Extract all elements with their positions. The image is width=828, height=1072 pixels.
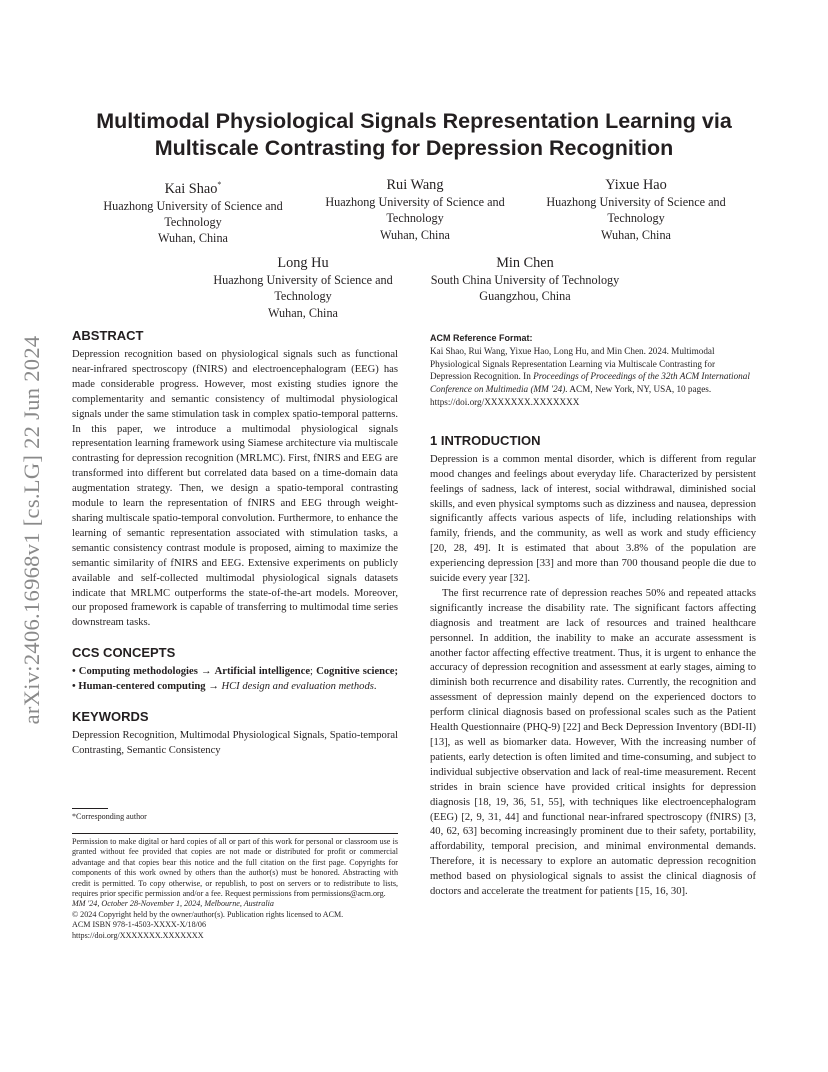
footnote-corresponding: *Corresponding author: [72, 812, 147, 821]
ccs-term: HCI design and evaluation methods: [221, 681, 374, 693]
intro-paragraph-1: Depression is a common mental disorder, which is different from regular mood changes and feelings about everyday life. Characterized by persistent feelings of sadness, lack of interest, social withdrawal, diminished social skills, and even physical symptoms such as dizziness and nausea, depression significantly affects various aspects of life, including relationships with family, friends, and the community, as well as work and study efficiency [20, 28, 49]. It is estimated that about 3.8% of the population are experiencing depression [33] and more than 700 thousand people die due to suicide every year [32].: [430, 453, 756, 585]
permission-rule: [72, 833, 398, 834]
keywords-heading: KEYWORDS: [72, 709, 149, 725]
arxiv-stamp-text: arXiv:2406.16968v1 [cs.LG] 22 Jun 2024: [19, 335, 44, 725]
author-location: Wuhan, China: [601, 227, 671, 242]
paper-title: [60, 108, 768, 162]
reference-text: ACM, New York, NY, USA, 10 pages. https://doi.org/XXXXXXX.XXXXXXX: [430, 384, 712, 407]
author-mark: *: [217, 180, 222, 189]
footnote-block: [72, 812, 398, 822]
author-location: Guangzhou, China: [479, 289, 571, 304]
permission-text: Permission to make digital or hard copies of all or part of this work for personal or classroom use is granted without fee provided that copies are not made or distributed for profit or commercial advantage and that copies bear this notice and the full citation on the first page. Copyrights for components of this work owned by others than the author(s) must be honored. Abstracting with credit is permitted. To copy otherwise, or republish, to post on servers or to redistribute to lists, requires prior specific permission and/or a fee. Request permissions from permissions@acm.org.: [72, 837, 398, 899]
conference-line: MM '24, October 28-November 1, 2024, Melbourne, Australia: [72, 899, 274, 909]
author-block: [523, 176, 749, 243]
right-column: [430, 332, 756, 900]
author-name: Yixue Hao: [605, 177, 667, 193]
author-name: Rui Wang: [386, 177, 444, 193]
ccs-arrow: →: [205, 681, 222, 693]
author-location: Wuhan, China: [158, 231, 228, 246]
ccs-text: [72, 665, 398, 695]
isbn-line: ACM ISBN 978-1-4503-XXXX-X/18/06: [72, 920, 206, 930]
keywords-text: Depression Recognition, Multimodal Physiological Signals, Spatio-temporal Contrasting, Semantic Consistency: [72, 730, 398, 756]
author-affiliation: South China University of Technology: [430, 273, 620, 287]
author-affiliation: Technology: [386, 211, 444, 226]
author-affiliation: Huazhong University of Science and: [103, 198, 283, 213]
ccs-term: Artificial intelligence: [214, 666, 311, 678]
doi-line: https://doi.org/XXXXXXX.XXXXXXX: [72, 930, 204, 940]
ccs-end: .: [373, 681, 377, 693]
reference-proceedings: Proceedings of Proceedings of the 32th ACM International Conference on Multimedia (MM '24).: [430, 371, 750, 395]
ccs-heading: CCS CONCEPTS: [72, 645, 176, 661]
footnote-rule: [72, 808, 108, 809]
intro-paragraph-2: The first recurrence rate of depression reaches 50% and repeated attacks significantly increase the disability rate. The significant factors affecting diagnosis and treatment are lack of resources and trained healthcare personnel. In addition, the inability to make an accurate assessment is another factor affecting effective treatment. Thus, it is urgent to enhance the accuracy of depression recognition and assessment at early stages, aiming to diminish both recurrence and disability rates. Currently, the recognition and assessment of depression mainly depend on the experienced doctors to perform clinical diagnosis based on professional scales such as the Patient Health Questionnaire (PHQ-9) [22] and Beck Depression Inventory (BDI-II) [13], as well as biomarker data. However, With the increasing number of patients, early detection is often limited and time-consuming, and subject to individual subjective observation and lack of real-time measurement. Recent strides in brain science have provided critical insights for depression diagnosis [18, 19, 36, 51, 55], with techniques like electroencephalogram (EEG) [2, 9, 31, 44] and functional near-infrared spectroscopy (fNIRS) [3, 40, 62, 63] becoming increasingly prominent due to their safety, portability, affordability, temporal precision, and minimal environmental demands. Therefore, it is necessary to explore an automatic depression recognition method based on physiological signals to assist the clinical diagnosis of doctors and accelerate the treatment for patients [15, 16, 30].: [430, 587, 756, 898]
author-name: Kai Shao: [164, 180, 218, 197]
author-block: [80, 176, 306, 247]
ccs-term: ; • Human-centered computing: [72, 666, 399, 693]
author-block: [190, 254, 416, 321]
reference-format: [430, 332, 756, 409]
author-affiliation: Huazhong University of Science and: [546, 195, 726, 209]
ccs-term: Cognitive science: [316, 666, 395, 678]
author-affiliation: Huazhong University of Science and: [213, 273, 393, 287]
author-block: [302, 176, 528, 243]
copyright-line: © 2024 Copyright held by the owner/author(s). Publication rights licensed to ACM.: [72, 909, 344, 919]
author-affiliation: Huazhong University of Science and: [325, 195, 505, 209]
abstract-heading: ABSTRACT: [72, 328, 144, 343]
reference-format-text: [430, 345, 756, 409]
author-block: [412, 254, 638, 305]
author-affiliation: Technology: [274, 289, 332, 304]
reference-text: Kai Shao, Rui Wang, Yixue Hao, Long Hu, and Min Chen. 2024. Multimodal Physiological Signals Representation Learning via Multiscale Contrasting for Depression Recognition. In: [430, 345, 716, 382]
permission-block: [72, 837, 398, 941]
author-location: Wuhan, China: [380, 227, 450, 242]
author-name: Min Chen: [496, 255, 554, 271]
author-affiliation: Technology: [607, 211, 665, 226]
ccs-separator: ;: [310, 666, 317, 678]
title-line-2: Multiscale Contrasting for Depression Recognition: [154, 136, 674, 160]
reference-format-heading: ACM Reference Format:: [430, 333, 533, 343]
author-affiliation: Technology: [164, 215, 222, 230]
abstract-text: Depression recognition based on physiological signals such as functional near-infrared spectroscopy (fNIRS) and electroencephalogram (EEG) has made considerable progress. However, most existing studies ignore the complementarity and semantic consistency of multimodal physiological signals under the same stimulation task in complex spatio-temporal patterns. In this paper, we introduce a multimodal physiological signals representation learning framework using Siamese architecture via multiscale contrasting for depression recognition (MRLMC). First, fNIRS and EEG are transformed into different but correlated data based on a time-domain data augmentation strategy. Then, we design a spatio-temporal contrasting module to learn the representation of fNIRS and EEG through weight-sharing multiscale spatio-temporal convolution. Furthermore, to enhance the learning of semantic representation associated with stimulation tasks, a semantic consistency contrast module is proposed, aiming to maximize the semantic similarity of fNIRS and EEG. Extensive experiments on publicly available and self-collected multimodal physiological signals datasets indicate that MRLMC outperforms the state-of-the-art models. Moreover, our proposed framework is capable of transferring to multimodal time series downstream tasks.: [72, 349, 398, 629]
arxiv-stamp: [18, 290, 46, 770]
author-name: Long Hu: [277, 255, 329, 271]
left-column: [72, 328, 398, 759]
introduction-heading: 1 INTRODUCTION: [430, 432, 541, 448]
title-line-1: Multimodal Physiological Signals Representation Learning via: [96, 109, 732, 133]
ccs-arrow: →: [197, 666, 215, 678]
ccs-term: • Computing methodologies: [72, 666, 198, 678]
author-location: Wuhan, China: [268, 305, 338, 320]
